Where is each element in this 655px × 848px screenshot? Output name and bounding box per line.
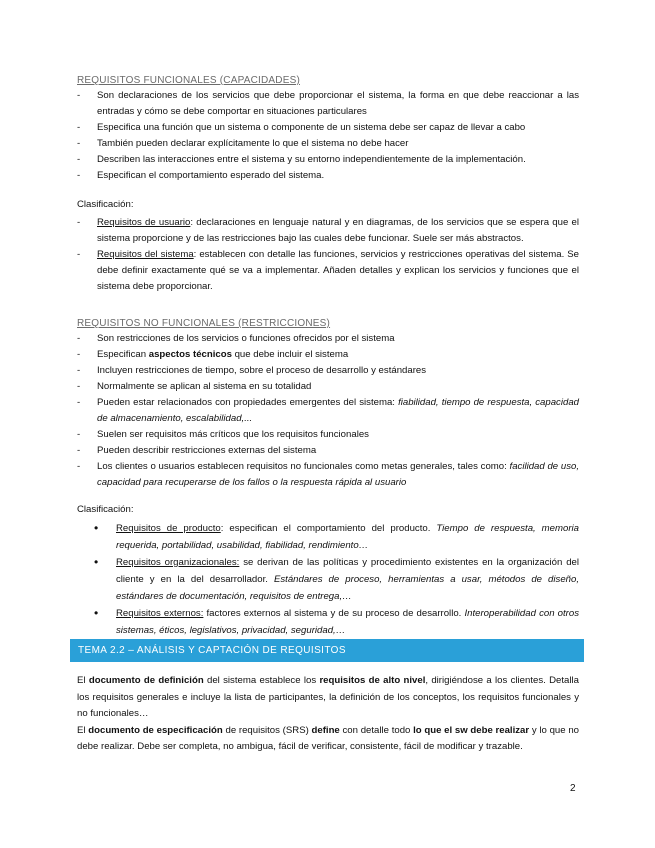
functional-requirements-heading: REQUISITOS FUNCIONALES (CAPACIDADES)	[77, 75, 300, 86]
term-user-requirements: Requisitos de usuario	[97, 217, 191, 228]
term-organizational-requirements: Requisitos organizacionales:	[116, 557, 240, 568]
list-item: • Requisitos de producto: especifican el comportamiento del producto. Tiempo de respuesta, memoria requerida, portabilidad, usabilidad, fiabilidad, rendimiento…	[77, 520, 579, 554]
list-item: - Requisitos de usuario: declaraciones en lenguaje natural y en diagramas, de los servicios que se espera que el sistema proporcione y de las restricciones bajo las cuales debe funcionar. Suele ser más abstractos.	[77, 215, 579, 247]
definition-document-paragraph: El documento de definición del sistema establece los requisitos de alto nivel, dirigiéndose a los clientes. Detalla los requisitos generales e incluye la lista de participantes, la definición de los conceptos, los requisitos funcionales y no funcionales…	[77, 675, 579, 719]
list-item: - Incluyen restricciones de tiempo, sobre el proceso de desarrollo y estándares	[77, 363, 579, 379]
list-item: - Especifica una función que un sistema o componente de un sistema debe ser capaz de llevar a cabo	[77, 120, 579, 136]
term-product-requirements: Requisitos de producto	[116, 523, 221, 534]
list-item: - Son declaraciones de los servicios que debe proporcionar el sistema, la forma en que debe reaccionar a las entradas y cómo se debe comportar en situaciones particulares	[77, 88, 579, 120]
term-system-requirements: Requisitos del sistema	[97, 249, 194, 260]
functional-classification	[77, 197, 579, 295]
tema-section-body	[77, 673, 579, 756]
non-functional-requirements-section	[77, 318, 579, 491]
term-external-requirements: Requisitos externos:	[116, 608, 204, 619]
functional-bullet-list	[77, 88, 579, 184]
list-item: - Requisitos del sistema: establecen con detalle las funciones, servicios y restricciones operativas del sistema. Se debe definir exactamente qué se va a implementar. Añaden detalles y explican los servicios y funciones que el sistema debe proporcionar.	[77, 247, 579, 295]
list-item: - Suelen ser requisitos más críticos que los requisitos funcionales	[77, 427, 579, 443]
list-item: - También pueden declarar explícitamente lo que el sistema no debe hacer	[77, 136, 579, 152]
functional-classification-list	[77, 215, 579, 295]
non-functional-requirements-heading: REQUISITOS NO FUNCIONALES (RESTRICCIONES)	[77, 318, 331, 329]
page-number: 2	[570, 783, 576, 794]
non-functional-bullet-list	[77, 331, 579, 491]
list-item: - Son restricciones de los servicios o funciones ofrecidos por el sistema	[77, 331, 579, 347]
list-item: - Normalmente se aplican al sistema en su totalidad	[77, 379, 579, 395]
list-item: - Especifican aspectos técnicos que debe incluir el sistema	[77, 347, 579, 363]
specification-document-paragraph: El documento de especificación de requisitos (SRS) define con detalle todo lo que el sw debe realizar y lo que no debe realizar. Debe ser completa, no ambigua, fácil de verificar, consistente, fácil de modificar y trazable.	[77, 724, 579, 752]
non-functional-classification-list	[77, 520, 579, 639]
list-item: - Especifican el comportamiento esperado del sistema.	[77, 168, 579, 184]
list-item: - Pueden estar relacionados con propiedades emergentes del sistema: fiabilidad, tiempo de respuesta, capacidad de almacenamiento, escalabilidad,...	[77, 395, 579, 427]
list-item: - Describen las interacciones entre el sistema y su entorno independientemente de la implementación.	[77, 152, 579, 168]
non-functional-classification	[77, 502, 579, 639]
list-item: • Requisitos externos: factores externos al sistema y de su proceso de desarrollo. Interoperabilidad con otros sistemas, éticos, legislativos, privacidad, seguridad,…	[77, 605, 579, 639]
functional-requirements-section	[77, 75, 579, 184]
classification-label: Clasificación:	[77, 199, 134, 210]
classification-label: Clasificación:	[77, 504, 134, 515]
list-item: - Pueden describir restricciones externas del sistema	[77, 443, 579, 459]
list-item: • Requisitos organizacionales: se derivan de las políticas y procedimiento existentes en la organización del cliente y en la del desarrollador. Estándares de proceso, herramientas a usar, métodos de diseño, estándares de documentación, requisitos de entrega,…	[77, 554, 579, 605]
section-banner: TEMA 2.2 – ANÁLISIS Y CAPTACIÓN DE REQUISITOS	[70, 639, 584, 662]
list-item: - Los clientes o usuarios establecen requisitos no funcionales como metas generales, tales como: facilidad de uso, capacidad para recuperarse de los fallos o la respuesta rápida al usuario	[77, 459, 579, 491]
